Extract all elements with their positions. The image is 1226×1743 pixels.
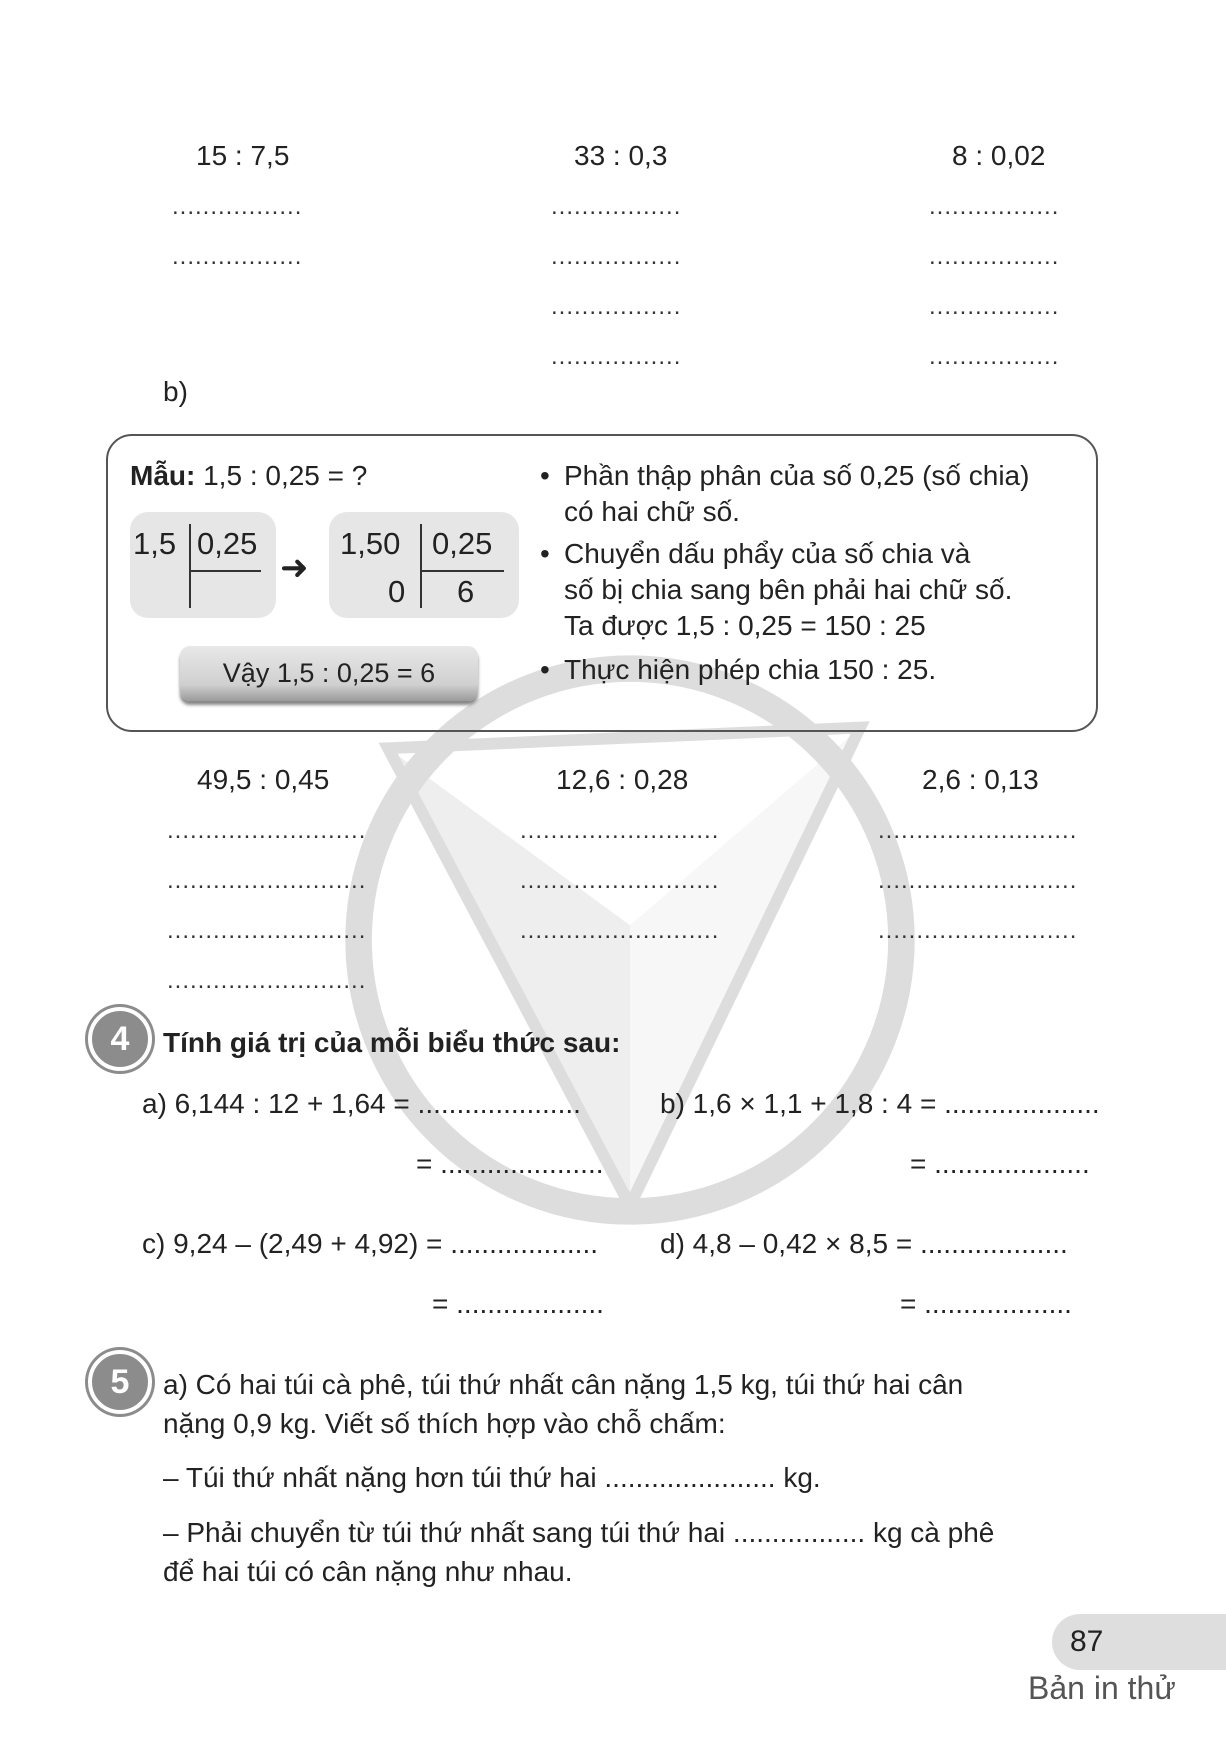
answer-line[interactable]: .......................... — [167, 817, 367, 844]
bullet-icon: • — [540, 538, 550, 569]
division-bar — [189, 524, 191, 608]
part-b-expr-1: 49,5 : 0,45 — [197, 764, 330, 795]
bullet-2-line-3: Ta được 1,5 : 0,25 = 150 : 25 — [564, 610, 926, 641]
arrow-icon: ➜ — [280, 549, 309, 587]
q5-line-4[interactable]: – Phải chuyển từ túi thứ nhất sang túi thứ hai ................. kg cà phê — [163, 1517, 995, 1548]
answer-line[interactable]: .......................... — [167, 867, 367, 894]
answer-line[interactable]: .......................... — [520, 817, 720, 844]
dividend-1: 1,5 — [133, 526, 177, 561]
part-a-expr-2: 33 : 0,3 — [574, 140, 668, 171]
q4-a-line-2[interactable]: = ..................... — [416, 1148, 604, 1179]
q4-a-line-1[interactable]: a) 6,144 : 12 + 1,64 = ..................... — [142, 1088, 581, 1119]
remainder: 0 — [388, 574, 406, 609]
divisor-1: 0,25 — [197, 526, 258, 561]
q4-d-line-2[interactable]: = ................... — [900, 1288, 1072, 1319]
division-bar — [189, 570, 261, 572]
q5-line-5: để hai túi có cân nặng như nhau. — [163, 1556, 573, 1587]
answer-line[interactable]: ................. — [929, 293, 1060, 320]
answer-line[interactable]: ................. — [551, 293, 682, 320]
answer-line[interactable]: ................. — [551, 193, 682, 220]
answer-line[interactable]: ................. — [551, 243, 682, 270]
part-b-label: b) — [163, 376, 188, 407]
q5-line-3[interactable]: – Túi thứ nhất nặng hơn túi thứ hai ...................... kg. — [163, 1462, 821, 1493]
answer-line[interactable]: .......................... — [878, 817, 1078, 844]
part-a-expr-1: 15 : 7,5 — [196, 140, 290, 171]
bullet-2-line-1: Chuyển dấu phẩy của số chia và — [564, 538, 971, 569]
conclusion-badge: Vậy 1,5 : 0,25 = 6 — [180, 646, 478, 701]
q5-line-1: a) Có hai túi cà phê, túi thứ nhất cân nặng 1,5 kg, túi thứ hai cân — [163, 1369, 964, 1400]
bullet-2-line-2: số bị chia sang bên phải hai chữ số. — [564, 574, 1013, 605]
answer-line[interactable]: .......................... — [167, 917, 367, 944]
question-5-number: 5 — [88, 1350, 152, 1414]
q4-c-line-2[interactable]: = ................... — [432, 1288, 604, 1319]
part-b-expr-3: 2,6 : 0,13 — [922, 764, 1039, 795]
q4-b-line-1[interactable]: b) 1,6 × 1,1 + 1,8 : 4 = .................... — [660, 1088, 1100, 1119]
answer-line[interactable]: ................. — [172, 243, 303, 270]
answer-line[interactable]: ................. — [929, 343, 1060, 370]
bullet-icon: • — [540, 460, 550, 491]
answer-line[interactable]: ................. — [929, 193, 1060, 220]
answer-line[interactable]: .......................... — [167, 967, 367, 994]
question-4-number: 4 — [88, 1007, 152, 1071]
page-number: 87 — [1070, 1625, 1104, 1658]
part-b-expr-2: 12,6 : 0,28 — [556, 764, 689, 795]
draft-label: Bản in thử — [1028, 1670, 1176, 1706]
quotient: 6 — [457, 574, 475, 609]
q5-line-2: nặng 0,9 kg. Viết số thích hợp vào chỗ chấm: — [163, 1408, 726, 1439]
bullet-1-line-2: có hai chữ số. — [564, 496, 740, 527]
bullet-3-line-1: Thực hiện phép chia 150 : 25. — [564, 654, 937, 685]
answer-line[interactable]: .......................... — [878, 917, 1078, 944]
answer-line[interactable]: ................. — [551, 343, 682, 370]
division-bar — [420, 570, 504, 572]
example-title: Mẫu: 1,5 : 0,25 = ? — [130, 460, 368, 491]
part-a-expr-3: 8 : 0,02 — [952, 140, 1046, 171]
q4-c-line-1[interactable]: c) 9,24 – (2,49 + 4,92) = ................... — [142, 1228, 598, 1259]
answer-line[interactable]: ................. — [172, 193, 303, 220]
q4-b-line-2[interactable]: = .................... — [910, 1148, 1090, 1179]
bullet-1-line-1: Phần thập phân của số 0,25 (số chia) — [564, 460, 1030, 491]
answer-line[interactable]: .......................... — [520, 867, 720, 894]
q4-d-line-1[interactable]: d) 4,8 – 0,42 × 8,5 = ................... — [660, 1228, 1068, 1259]
dividend-2: 1,50 — [340, 526, 401, 561]
answer-line[interactable]: .......................... — [878, 867, 1078, 894]
bullet-icon: • — [540, 654, 550, 685]
answer-line[interactable]: ................. — [929, 243, 1060, 270]
divisor-2: 0,25 — [432, 526, 493, 561]
question-4-title: Tính giá trị của mỗi biểu thức sau: — [163, 1027, 621, 1058]
answer-line[interactable]: .......................... — [520, 917, 720, 944]
division-bar — [420, 524, 422, 608]
